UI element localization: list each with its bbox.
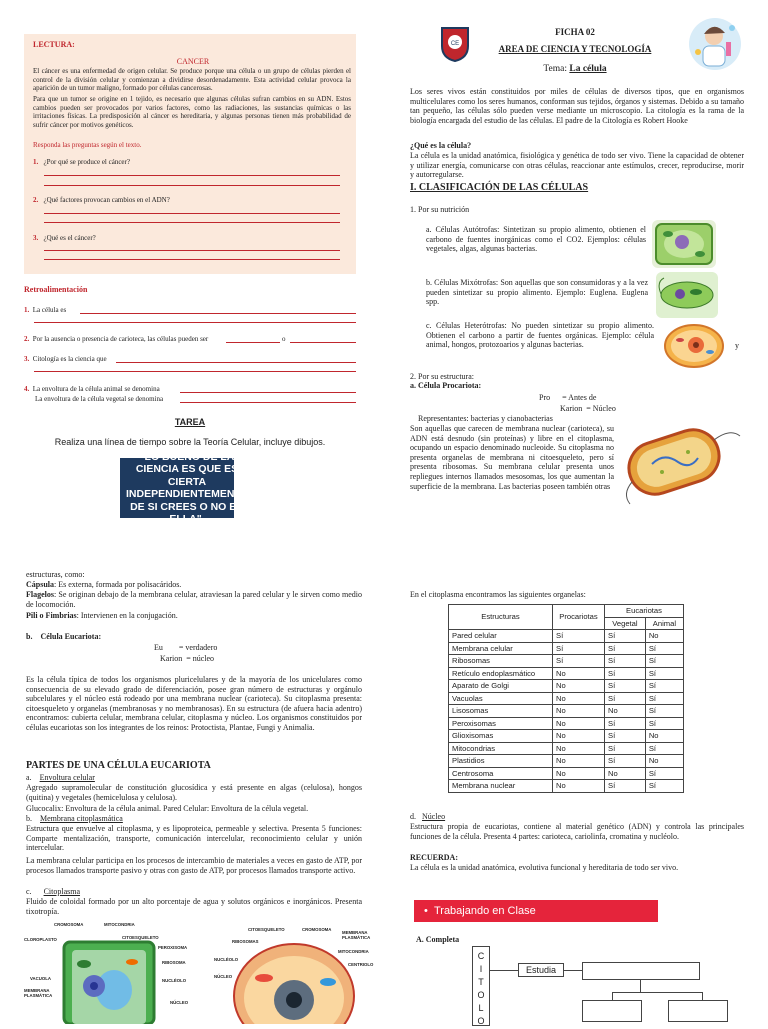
answer-line[interactable] (44, 175, 340, 176)
eucariota-heading: b. Célula Eucariota: (26, 632, 102, 641)
tarea-label: TAREA (174, 417, 206, 427)
value-cell: Sí (645, 742, 683, 755)
structure-cell: Glioxisomas (449, 730, 553, 743)
label-vacuola: VACUOLA (30, 976, 51, 981)
organelas-intro: En el citoplasma encontramos las siguientes organelas: (410, 590, 586, 599)
value-cell: Sí (645, 767, 683, 780)
table-row (449, 742, 684, 755)
cancer-title: CANCER (176, 57, 210, 66)
tarea-text: Realiza una línea de tiempo sobre la Teoría Celular, incluye dibujos. (54, 437, 326, 447)
value-cell: Sí (605, 667, 646, 680)
value-cell: No (553, 730, 605, 743)
structure-cell: Lisosomas (449, 705, 553, 718)
value-cell: Sí (645, 692, 683, 705)
intro-paragraph: Los seres vivos están constituidos por miles de células de diversos tipos, que en organismos multicelulares como los seres humanos, conforman sus tejidos, órganos y sistemas. Debido a su tamaño tan pequeño, las células sólo pueden verse mediante un microscopio. La citología es la rama de la biología encargada del estudio de las células. El padre de la Citología es Robert Hooke (410, 87, 744, 125)
value-cell: No (553, 755, 605, 768)
value-cell: No (553, 780, 605, 793)
bacteria-image (618, 416, 746, 508)
value-cell: No (553, 692, 605, 705)
value-cell: Sí (605, 692, 646, 705)
retro-label: Retroalimentación (24, 285, 88, 294)
value-cell: No (605, 705, 646, 718)
organelles-table (448, 604, 684, 793)
animal-cell-image (662, 322, 726, 370)
answer-line[interactable] (44, 250, 340, 251)
representantes: Representantes: bacterias y cianobacterias (418, 414, 553, 423)
answer-box[interactable] (582, 962, 700, 980)
header-animal: Animal (645, 617, 683, 630)
trabajando-banner: • Trabajando en Clase (414, 900, 658, 922)
answer-line[interactable] (44, 259, 340, 260)
recuerda-heading: RECUERDA: (410, 853, 458, 862)
structure-cell: Membrana celular (449, 642, 553, 655)
answer-line[interactable] (44, 213, 340, 214)
structure-cell: Peroxisomas (449, 717, 553, 730)
membrana-text-2: La membrana celular participa en los procesos de intercambio de materiales a veces en gasto de ATP, por procesos llamados transporte pasivo y otras con gasto de ATP, por procesos llamados transporte activo. (26, 856, 362, 875)
letter: O (477, 990, 485, 1000)
euglena-image (656, 272, 718, 318)
connector-line (564, 970, 582, 971)
flagelos-text: Flagelos: Se originan debajo de la membrana celular, atraviesan la pared celular y le sirven como medio de locomoción. (26, 590, 362, 609)
letter: I (479, 964, 483, 974)
nucleo-text: Estructura propia de eucariotas, contiene al material genético (ADN) y controla las principales funciones de la célula. Presenta 4 partes: carioteca, cariolinfa, cromatina y nucléolo. (410, 822, 744, 841)
fill-line[interactable] (180, 392, 356, 393)
value-cell: No (645, 755, 683, 768)
value-cell: Sí (645, 655, 683, 668)
fill-line[interactable] (80, 313, 356, 314)
partes-heading: PARTES DE UNA CÉLULA EUCARIOTA (26, 760, 211, 771)
procariota-text: Son aquellas que carecen de membrana nuclear (carioteca), su ADN está desnudo (sin proteínas) y libre en el citoplasma, ocupando un espacio denominado nucleoide. Su citoplasma no presenta organelas de membrana ni citoesqueleto, pero sí presenta ribosomas. Su membrana celular presenta unos repliegues internos llamados mesosomas, los que aumentan la superficie de la membrana. Las bacterias poseen también otras (410, 424, 614, 491)
procariota-heading: a. Célula Procariota: (410, 381, 482, 390)
fill-line[interactable] (34, 371, 356, 372)
answer-box[interactable] (582, 1000, 642, 1022)
value-cell: Sí (605, 730, 646, 743)
label-centriolo: CENTRIOLO (348, 962, 374, 967)
connector-line (612, 992, 702, 993)
value-cell: Sí (553, 655, 605, 668)
table-row (449, 630, 684, 643)
estudia-box: Estudia (518, 963, 564, 977)
connector-line (490, 970, 518, 971)
label-peroxisoma: PEROXISOMA (158, 945, 188, 950)
citologia-letters (472, 950, 490, 1028)
question-3: 3. ¿Qué es el cáncer? (33, 234, 96, 242)
question-2: 2. ¿Qué factores provocan cambios en el ADN? (33, 196, 170, 204)
label-nucleolo: NUCLÉOLO (214, 957, 239, 962)
label-mitocondria: MITOCONDRIA (104, 922, 135, 927)
value-cell: No (605, 767, 646, 780)
value-cell: No (645, 630, 683, 643)
label-ribosoma: RIBOSOMA (162, 960, 186, 965)
table-row (449, 642, 684, 655)
connector-line (612, 992, 613, 1000)
fill-line[interactable] (180, 402, 356, 403)
value-cell: Sí (605, 742, 646, 755)
table-row (449, 655, 684, 668)
letter: C (477, 951, 485, 961)
value-cell: Sí (645, 705, 683, 718)
membrana-heading: b. Membrana citoplasmática (26, 814, 123, 823)
structure-cell: Plastidios (449, 755, 553, 768)
table-row (449, 755, 684, 768)
connector-line (640, 980, 641, 992)
que-es-heading: ¿Qué es la célula? (410, 141, 472, 150)
question-1: 1. ¿Por qué se produce el cáncer? (33, 158, 130, 166)
mixotrofas-text: b. Células Mixótrofas: Son aquellas que son consumidoras y a la vez pueden sintetizar su propio alimento. Ejemplo: Euglena. Euglena spp. (426, 278, 648, 307)
cancer-paragraph-1: El cáncer es una enfermedad de origen celular. Se produce porque una célula o un grupo de células pierden el control de la división celular y comienzan a dividirse desordenadamente. Esta actividad celular provoca la aparición de un tumor maligno, formado por células cancerosas. (33, 67, 351, 92)
citoplasma-text: Fluido de coloidal formado por un alto porcentaje de agua y solutos orgánicos e inorgánicos. Presenta tixotropía. (26, 897, 362, 916)
value-cell: Sí (553, 630, 605, 643)
table-row (449, 780, 684, 793)
value-cell: Sí (605, 755, 646, 768)
retro-item-2-or: o (282, 335, 286, 343)
retro-item-2: 2. Por la ausencia o presencia de carioteca, las células pueden ser (24, 335, 209, 343)
retro-item-4: 4. La envoltura de la célula animal se denomina (24, 385, 160, 393)
connector-line (702, 992, 703, 1000)
table-row (449, 717, 684, 730)
value-cell: Sí (605, 642, 646, 655)
retro-item-4b: La envoltura de la célula vegetal se denomina (35, 395, 164, 403)
value-cell: Sí (645, 667, 683, 680)
envoltura-heading: a. Envoltura celular (26, 773, 95, 782)
value-cell: No (645, 730, 683, 743)
value-cell: No (553, 680, 605, 693)
structure-cell: Mitocondrias (449, 742, 553, 755)
table-row (449, 680, 684, 693)
cancer-paragraph-2: Para que un tumor se origine en 1 tejido, es necesario que algunas células sufran cambios en su ADN. Estos cambios pueden ser provocados por varios factores, como las radiaciones, las sustancias químicas o las irritaciones físicas. La predisposición al cáncer es hereditaria, y algunas personas tienen más probabilidad de sufrir cáncer por motivos genéticos. (33, 95, 351, 129)
heterotrofas-text: c. Células Heterótrofas: No pueden sintetizar su propio alimento. Obtienen el carbono a partir de fuentes orgánicas. Ejemplo: célula animal, hongos, protozoarios y algunas bacterias. (426, 321, 654, 350)
nutricion-heading: 1. Por su nutrición (410, 205, 470, 214)
structure-cell: Membrana nuclear (449, 780, 553, 793)
value-cell: Sí (645, 780, 683, 793)
header-eucariotas: Eucariotas (605, 605, 684, 618)
label-cromosoma: CROMOSOMA (54, 922, 84, 927)
pro-definition-2: Karion = Núcleo (560, 404, 616, 413)
eu-definition-1: Eu = verdadero (154, 643, 218, 652)
table-row (449, 667, 684, 680)
ficha-title: FICHA 02 (555, 27, 595, 37)
estructuras-como: estructuras, como: (26, 570, 85, 579)
header-vegetal: Vegetal (605, 617, 646, 630)
answer-line[interactable] (44, 185, 340, 186)
autotrofas-text: a. Células Autótrofas: Sintetizan su propio alimento, obtienen el carbono de fuentes inorgánicas como el CO2. Ejemplos: células vegetales, algas, algunas bacterias. (426, 225, 646, 254)
scientist-illustration (686, 16, 744, 72)
area-title: AREA DE CIENCIA Y TECNOLOGÍA (498, 44, 652, 54)
eucariota-text: Es la célula típica de todos los organismos pluricelulares y de la mayoría de los unicelulares como consecuencia de su elevado grado de diferenciación, posee gran número de estructuras y orgánulo subcelulares y el núcleo está rodeado por una membrana nuclear (carioteca). Su citoplasma presenta: citoesqueleto y organelas (membranosas y no membranosas). En su estructura (de afuera hacia adentro) encontramos: cubierta celular, membrana celular, citoplasma y núcleo. Los organismos constituidos por células eucariotas son los integrantes de los reinos: Protoctista, Plantae, Fungi y Animalia. (26, 675, 362, 732)
envoltura-text: Agregado supramolecular de constitución glucosídica y está presente en algas (celulosa), hongos (quitina) y vegetales (hemicelulosa y celulosa). (26, 783, 362, 802)
label-citoesqueleto: CITOESQUELETO (122, 935, 159, 940)
retro-item-1: 1. La célula es (24, 306, 67, 314)
letter: T (478, 977, 484, 987)
label-cromosoma: CROMOSOMA (302, 927, 332, 932)
value-cell: Sí (605, 717, 646, 730)
value-cell: No (553, 705, 605, 718)
recuerda-text: La célula es la unidad anatómica, evolutiva funcional y hereditaria de todo ser vivo. (410, 863, 679, 872)
lectura-label: LECTURA: (33, 40, 75, 49)
definition-paragraph: La célula es la unidad anatómica, fisiológica y genética de todo ser vivo. Tiene la capacidad de obtener y utilizar energía, comunicarse con otras células, reaccionar ante estímulos, crecer, reproducirse, morir y autorregularse. (410, 151, 744, 180)
estructura-heading: 2. Por su estructura: (410, 372, 474, 381)
value-cell: No (553, 717, 605, 730)
structure-cell: Ribosomas (449, 655, 553, 668)
value-cell: Sí (553, 642, 605, 655)
letter: L (478, 1003, 484, 1013)
value-cell: No (553, 667, 605, 680)
quote-box: "LO BUENO DE LA CIENCIA ES QUE ES CIERTA INDEPENDIENTEMENTE DE SI CREES O NO EN ELLA". (120, 458, 234, 518)
letter: O (477, 1016, 485, 1026)
pili-text: Pili o Fimbrias: Intervienen en la conjugación. (26, 611, 178, 620)
responda-instruction: Responda las preguntas según el texto. (33, 141, 142, 149)
glucocalix-text: Glucocalix: Envoltura de la célula animal. Pared Celular: Envoltura de la célula vegetal. (26, 804, 309, 813)
completa-label: A. Completa (416, 935, 460, 944)
capsula-text: Cápsula: Es externa, formada por polisacáridos. (26, 580, 182, 589)
structure-cell: Aparato de Golgi (449, 680, 553, 693)
header-estructuras: Estructuras (449, 605, 553, 630)
structure-cell: Centrosoma (449, 767, 553, 780)
label-citoesqueleto: CITOESQUELETO (248, 927, 285, 932)
fill-line[interactable] (290, 342, 356, 343)
table-row (449, 767, 684, 780)
answer-box[interactable] (668, 1000, 728, 1022)
tema: Tema: La célula (543, 64, 607, 74)
table-row (449, 730, 684, 743)
retro-item-3: 3. Citología es la ciencia que (24, 355, 107, 363)
fill-line[interactable] (34, 322, 356, 323)
structure-cell: Pared celular (449, 630, 553, 643)
header-procariotas: Procariotas (553, 605, 605, 630)
animal-cell-labels (210, 920, 374, 1024)
nucleo-heading: d. Núcleo (410, 812, 446, 821)
svg-text:CE: CE (450, 41, 460, 47)
structure-cell: Retículo endoplasmático (449, 667, 553, 680)
table-row (449, 692, 684, 705)
value-cell: No (553, 742, 605, 755)
answer-line[interactable] (44, 222, 340, 223)
plant-cell-image (652, 220, 716, 268)
citoplasma-heading: c. Citoplasma (26, 887, 81, 896)
value-cell: Sí (645, 717, 683, 730)
label-ribosomas: RIBOSOMAS (232, 939, 259, 944)
membrana-text: Estructura que envuelve al citoplasma, y es lipoproteica, permeable y selectiva. Presenta 5 funciones: Comparte mentalización, transporte, comunicación intercelular, reconocimiento celular y unión intercelular. (26, 824, 362, 853)
school-logo (440, 26, 470, 62)
value-cell: Sí (605, 680, 646, 693)
fill-line[interactable] (116, 362, 356, 363)
plant-cell-labels (24, 920, 194, 1024)
value-cell: No (553, 767, 605, 780)
label-nucleo: NÚCLEO (170, 1000, 189, 1005)
label-cloroplasto: CLOROPLASTO (24, 937, 57, 942)
label-mitocondria: MITOCONDRIA (338, 949, 369, 954)
eu-definition-2: Karion = núcleo (160, 654, 215, 663)
clasificacion-heading: I. CLASIFICACIÓN DE LAS CÉLULAS (410, 182, 589, 193)
value-cell: Sí (605, 655, 646, 668)
value-cell: Sí (645, 680, 683, 693)
label-membrana: MEMBRANA PLASMÁTICA (24, 988, 53, 998)
value-cell: Sí (605, 780, 646, 793)
label-membrana: MEMBRANA PLASMÁTICA (342, 930, 371, 940)
value-cell: Sí (605, 630, 646, 643)
table-row (449, 705, 684, 718)
structure-cell: Vacuolas (449, 692, 553, 705)
value-cell: Sí (645, 642, 683, 655)
label-nucleolo: NUCLÉOLO (162, 978, 187, 983)
heterotrofas-y: y (735, 341, 739, 350)
label-nucleo: NÚCLEO (214, 974, 233, 979)
pro-definition-1: Pro = Antes de (539, 393, 597, 402)
fill-line[interactable] (226, 342, 280, 343)
